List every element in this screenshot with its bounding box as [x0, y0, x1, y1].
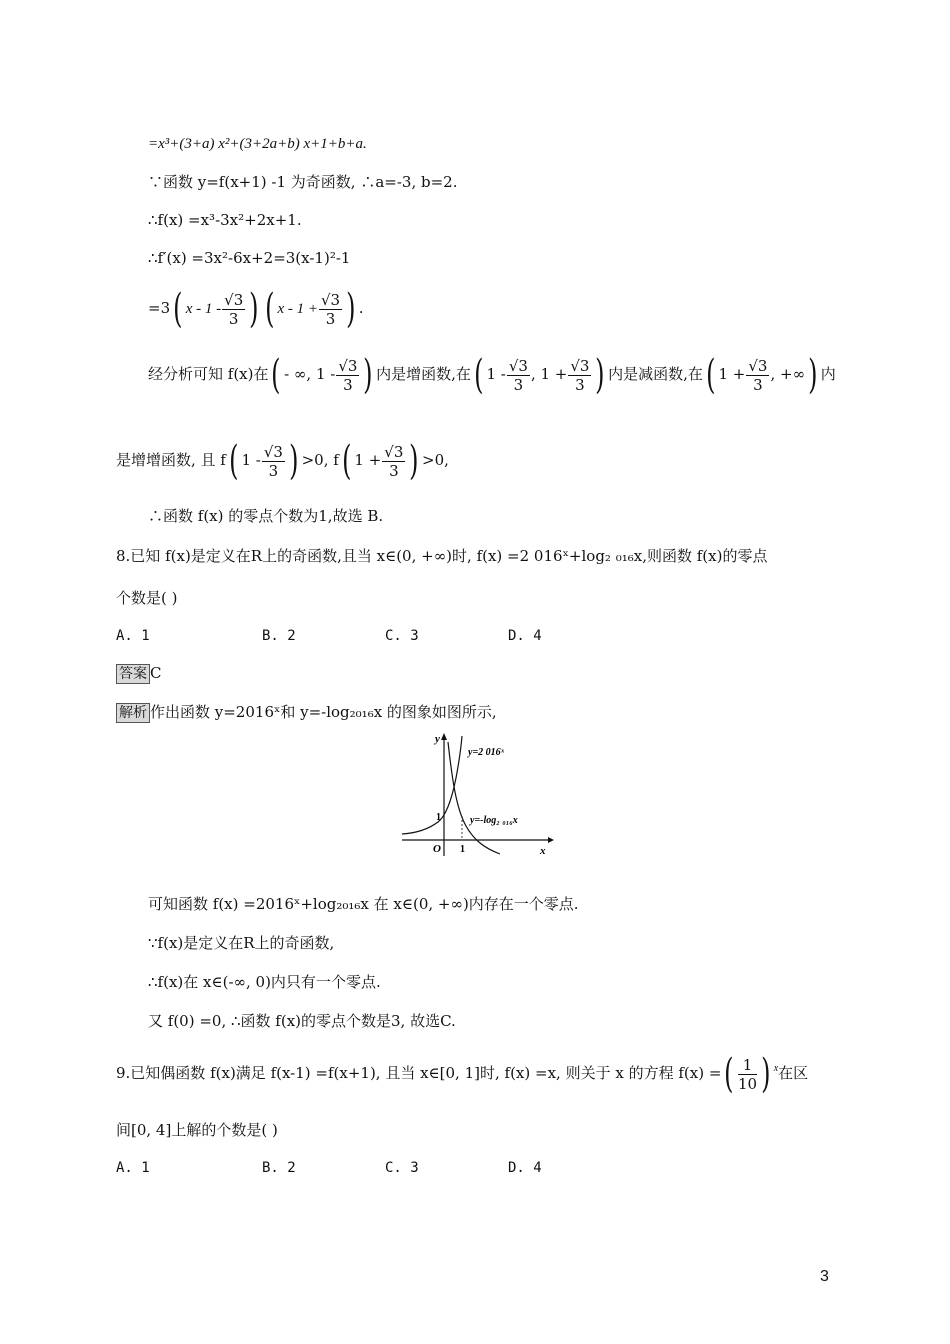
analysis-step-1: 可知函数 f(x) =2016ˣ+log₂₀₁₆x 在 x∈(0, +∞)内存在一个零点.	[148, 895, 579, 913]
left-paren: (	[228, 438, 239, 484]
extrema-prefix: 是增增函数, 且 f	[116, 451, 226, 469]
interval3-end: , +∞	[770, 365, 806, 383]
fraction-sqrt3-over-3: $\frac{√3}{3}$	[263, 442, 283, 480]
right-paren: )	[249, 286, 259, 332]
solution-line-intervals	[148, 352, 836, 396]
left-paren: (	[264, 286, 275, 332]
factor1-term: x - 1 -	[185, 301, 222, 317]
solution-line-derivative: ∴f′(x) =3x²-6x+2=3(x-1)²-1	[148, 249, 351, 267]
exponent-x: x	[773, 1063, 779, 1074]
left-paren: (	[473, 352, 484, 398]
period: .	[358, 299, 364, 317]
fraction-sqrt3-over-3: $\frac{√3}{3}$	[384, 442, 404, 480]
q8-option-d: D. 4	[508, 628, 542, 644]
log-label: y=-log₂ ₀₁₆x	[470, 815, 518, 826]
q8-analysis	[116, 702, 497, 723]
left-paren: (	[705, 352, 716, 398]
intervals-prefix: 经分析可知 f(x)在	[148, 365, 269, 383]
interval3-start: 1 +	[718, 365, 746, 383]
interval1-start: - ∞, 1 -	[284, 365, 336, 383]
question-8-stem: 8.已知 f(x)是定义在R上的奇函数,且当 x∈(0, +∞)时, f(x) =2 016ˣ+log₂ ₀₁₆x,则函数 f(x)的零点	[116, 547, 768, 565]
fraction-1-over-10: $\frac{1}{10}$	[738, 1055, 758, 1093]
right-paren: )	[289, 438, 299, 484]
extrema1-term: 1 -	[241, 451, 261, 469]
right-paren: )	[409, 438, 419, 484]
solution-line-factored	[148, 286, 364, 331]
function-graph-figure	[398, 728, 558, 860]
y-tick-1: 1	[436, 812, 441, 823]
fraction-sqrt3-over-3: $\frac{√3}{3}$	[321, 290, 341, 328]
q8-option-a: A. 1	[116, 628, 150, 644]
right-paren: )	[761, 1051, 771, 1097]
analysis-step-2: ∵f(x)是定义在R上的奇函数,	[148, 934, 335, 952]
y-axis-label: y	[435, 733, 440, 745]
fraction-sqrt3-over-3: $\frac{√3}{3}$	[338, 356, 358, 394]
intervals-end: 内	[820, 365, 836, 383]
analysis-tag: 解析	[116, 703, 150, 723]
q9-option-d: D. 4	[508, 1160, 542, 1176]
origin-label: O	[433, 843, 441, 855]
fraction-sqrt3-over-3: $\frac{√3}{3}$	[748, 356, 768, 394]
exponential-curve	[402, 736, 462, 834]
q9-text-end: 在区	[778, 1064, 809, 1082]
q9-option-b: B. 2	[262, 1160, 296, 1176]
solution-line-expansion: =x³+(3+a) x²+(3+2a+b) x+1+b+a.	[148, 136, 367, 152]
right-paren: )	[595, 352, 605, 398]
fraction-sqrt3-over-3: $\frac{√3}{3}$	[224, 290, 244, 328]
analysis-text: 作出函数 y=2016ˣ和 y=-log₂₀₁₆x 的图象如图所示,	[150, 703, 497, 721]
factored-prefix: =3	[148, 299, 171, 317]
y-axis-arrow	[441, 733, 447, 740]
solution-line-extrema	[116, 438, 449, 482]
analysis-step-4: 又 f(0) =0, ∴函数 f(x)的零点个数是3, 故选C.	[148, 1012, 456, 1030]
right-paren: )	[346, 286, 356, 332]
question-8-stem-cont: 个数是( )	[116, 589, 178, 607]
solution-line-conclusion: ∴函数 f(x) 的零点个数为1,故选 B.	[148, 507, 384, 525]
q9-option-c: C. 3	[385, 1160, 419, 1176]
intervals-mid2: 内是减函数,在	[608, 365, 703, 383]
question-9-stem	[116, 1046, 808, 1096]
solution-line-fx: ∴f(x) =x³-3x²+2x+1.	[148, 211, 302, 229]
q8-option-c: C. 3	[385, 628, 419, 644]
q9-text: 9.已知偶函数 f(x)满足 f(x-1) =f(x+1), 且当 x∈[0, 1]时, f(x) =x, 则关于 x 的方程 f(x) =	[116, 1064, 722, 1082]
interval2-mid: , 1 +	[530, 365, 568, 383]
factor2-term: x - 1 +	[277, 301, 318, 317]
question-9-stem-cont: 间[0, 4]上解的个数是( )	[116, 1121, 278, 1139]
q8-option-b: B. 2	[262, 628, 296, 644]
extrema-mid: >0, f	[301, 451, 339, 469]
x-axis-label: x	[540, 845, 546, 857]
negative-log-curve	[448, 742, 500, 854]
page-number: 3	[820, 1268, 829, 1285]
x-tick-1: 1	[460, 844, 465, 855]
solution-line-odd-function: ∵函数 y=f(x+1) -1 为奇函数, ∴a=-3, b=2.	[148, 173, 458, 191]
right-paren: )	[808, 352, 818, 398]
extrema-end: >0,	[422, 451, 449, 469]
left-paren: (	[271, 352, 281, 398]
extrema2-term: 1 +	[354, 451, 382, 469]
analysis-step-3: ∴f(x)在 x∈(-∞, 0)内只有一个零点.	[148, 973, 381, 991]
exponential-label: y=2 016ˣ	[468, 747, 505, 758]
fraction-sqrt3-over-3: $\frac{√3}{3}$	[570, 356, 590, 394]
left-paren: (	[173, 286, 183, 332]
q9-option-a: A. 1	[116, 1160, 150, 1176]
answer-value: C	[150, 664, 162, 682]
left-paren: (	[341, 438, 352, 484]
q8-answer	[116, 663, 161, 684]
answer-tag: 答案	[116, 664, 150, 684]
intervals-mid1: 内是增函数,在	[376, 365, 471, 383]
right-paren: )	[363, 352, 373, 398]
fraction-sqrt3-over-3: $\frac{√3}{3}$	[508, 356, 528, 394]
left-paren: (	[724, 1051, 734, 1097]
interval2-start: 1 -	[486, 365, 506, 383]
x-axis-arrow	[548, 837, 554, 843]
